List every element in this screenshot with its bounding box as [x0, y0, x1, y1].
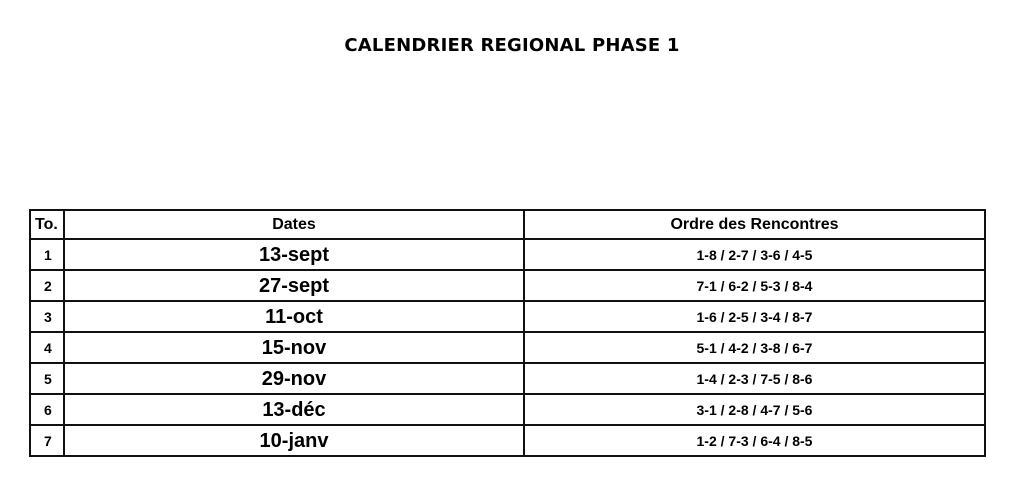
date-cell: 13-déc [64, 394, 524, 425]
order-cell: 3-1 / 2-8 / 4-7 / 5-6 [524, 394, 985, 425]
order-cell: 1-8 / 2-7 / 3-6 / 4-5 [524, 239, 985, 270]
table-row [30, 301, 985, 332]
tour-cell: 4 [30, 332, 64, 363]
table-row [30, 332, 985, 363]
date-cell: 11-oct [64, 301, 524, 332]
header-row [30, 210, 985, 239]
date-cell: 29-nov [64, 363, 524, 394]
tour-cell: 3 [30, 301, 64, 332]
header-tour: To. [30, 210, 64, 239]
tour-cell: 7 [30, 425, 64, 456]
date-cell: 10-janv [64, 425, 524, 456]
header-order: Ordre des Rencontres [524, 210, 985, 239]
tour-cell: 1 [30, 239, 64, 270]
order-cell: 1-4 / 2-3 / 7-5 / 8-6 [524, 363, 985, 394]
header-dates: Dates [64, 210, 524, 239]
order-cell: 1-6 / 2-5 / 3-4 / 8-7 [524, 301, 985, 332]
table-row [30, 239, 985, 270]
table-row [30, 270, 985, 301]
order-cell: 7-1 / 6-2 / 5-3 / 8-4 [524, 270, 985, 301]
tour-cell: 6 [30, 394, 64, 425]
tour-cell: 5 [30, 363, 64, 394]
date-cell: 15-nov [64, 332, 524, 363]
page-title: CALENDRIER REGIONAL PHASE 1 [344, 35, 680, 56]
order-cell: 1-2 / 7-3 / 6-4 / 8-5 [524, 425, 985, 456]
table-row [30, 425, 985, 456]
schedule-table [29, 209, 986, 457]
date-cell: 13-sept [64, 239, 524, 270]
tour-cell: 2 [30, 270, 64, 301]
table-row [30, 363, 985, 394]
table-row [30, 394, 985, 425]
date-cell: 27-sept [64, 270, 524, 301]
order-cell: 5-1 / 4-2 / 3-8 / 6-7 [524, 332, 985, 363]
